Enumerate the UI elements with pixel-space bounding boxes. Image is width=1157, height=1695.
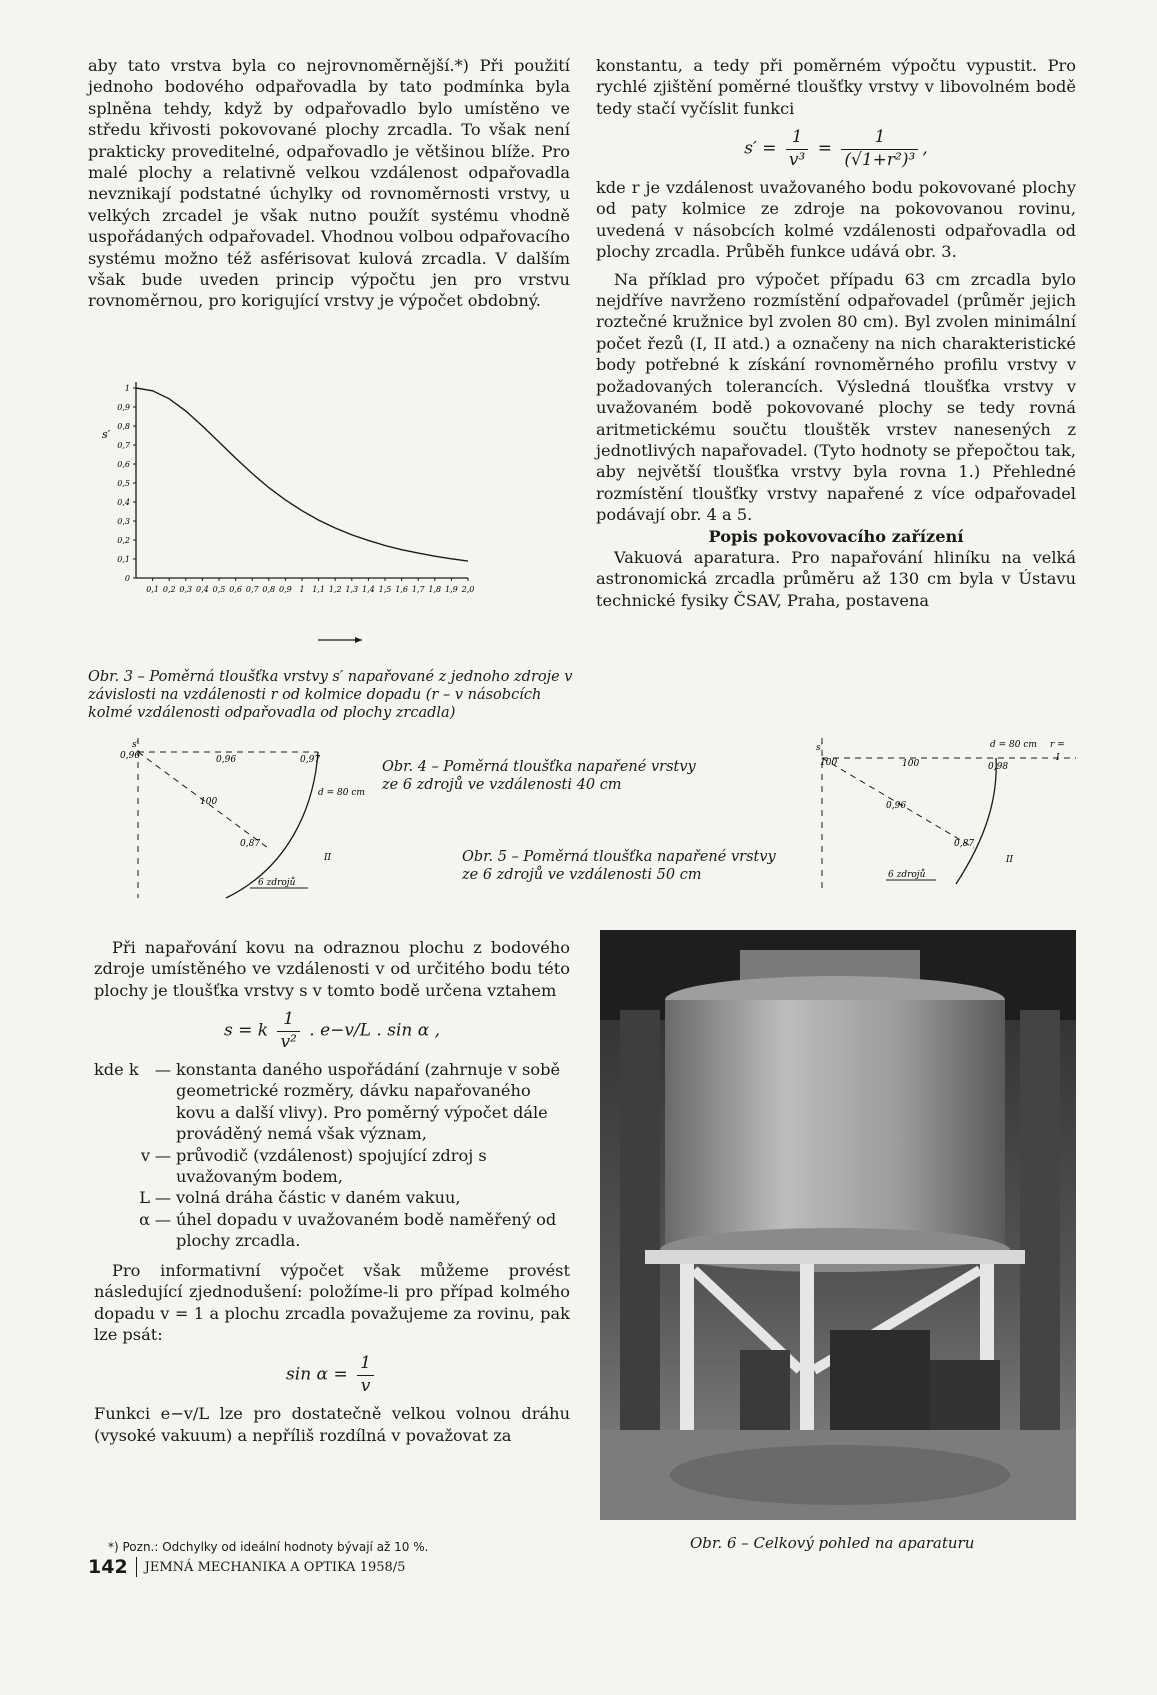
paragraph: Pro informativní výpočet však můžeme provést následující zjednodušení: položíme-li pro případ kolmého dopadu v = 1 a plochu zrcadla považujeme za rovinu, pak lze psát: — [94, 1260, 570, 1344]
x-tick-label: 1,6 — [395, 585, 408, 594]
x-tick-label: 0,8 — [262, 585, 276, 594]
label: 100 — [820, 758, 838, 768]
y-tick-label: 0,6 — [117, 460, 130, 469]
paragraph: Vakuová aparatura. Pro napařování hliníku na velká astronomická zrcadla průměru až 130 cm byla v Ústavu technické fysiky ČSAV, Praha, postavena — [596, 547, 1076, 610]
figure-5-diagram — [806, 738, 1086, 898]
dash: — — [154, 1209, 172, 1229]
x-arrow-head — [355, 637, 362, 643]
x-tick-label: 2,0 — [461, 585, 475, 594]
formula-sin: sin α = $\frac{1}{v}$ — [94, 1353, 570, 1397]
y-tick-label: 0,4 — [117, 498, 130, 507]
figure-4-caption: Obr. 4 – Poměrná tloušťka napařené vrstvy ze 6 zdrojů ve vzdálenosti 40 cm — [382, 759, 696, 793]
stand — [680, 1264, 694, 1454]
label: d = 80 cm — [990, 740, 1037, 750]
y-tick-label: 1 — [124, 384, 130, 393]
left-column-top — [88, 55, 570, 312]
definition-row — [94, 1187, 570, 1208]
dash: — — [154, 1188, 172, 1208]
figure-3-caption: Obr. 3 – Poměrná tloušťka vrstvy s′ napařované z jednoho zdroje v závislosti na vzdálenosti r od kolmice dopadu (r – v násobcích kolmé vzdálenosti odpařovadla od plochy zrcadla) — [88, 669, 573, 721]
y-tick-label: 0 — [124, 574, 130, 583]
page-number: 142 — [88, 1556, 128, 1578]
x-tick-label: 0,5 — [212, 585, 226, 594]
definition-row — [94, 1145, 570, 1188]
x-tick-label: 1 — [299, 585, 305, 594]
label: 6 zdrojů — [258, 878, 296, 888]
x-ticks — [146, 578, 474, 594]
x-tick-label: 1,1 — [312, 585, 325, 594]
curve-series — [136, 388, 468, 561]
label: r = — [1050, 740, 1065, 750]
x-tick-label: 0,7 — [245, 585, 259, 594]
mirror-arc — [226, 752, 321, 898]
label: 0,97 — [300, 755, 321, 765]
label: I — [1056, 753, 1060, 763]
y-tick-label: 0,1 — [117, 555, 130, 564]
y-tick-label: 0,8 — [117, 422, 130, 431]
figure-5-caption: Obr. 5 – Poměrná tloušťka napařené vrstvy ze 6 zdrojů ve vzdálenosti 50 cm — [462, 849, 776, 883]
x-tick-label: 0,4 — [196, 585, 209, 594]
figure-3-chart — [100, 378, 540, 648]
y-axis-label: s′ — [102, 428, 111, 441]
label: II — [324, 853, 332, 863]
y-tick-label: 0,7 — [117, 441, 130, 450]
right-column-top — [596, 55, 1076, 611]
label: II — [1006, 855, 1014, 865]
x-tick-label: 0,9 — [279, 585, 292, 594]
definition-desc: úhel dopadu v uvažovaném bodě naměřený od plochy zrcadla. — [176, 1209, 557, 1251]
mirror-arc — [956, 758, 996, 884]
definition-term: v — [140, 1145, 150, 1165]
paragraph: kde r je vzdálenost uvažovaného bodu pokovované plochy od paty kolmice ze zdroje na pokovovanou rovinu, uvedená v násobcích kolmé vzdálenosti odpařovadla od plochy zrcadla. Průběh funkce udává obr. 3. — [596, 178, 1076, 262]
paragraph: konstantu, a tedy při poměrném výpočtu vypustit. Pro rychlé zjištění poměrné tloušťky vrstvy v libovolném bodě tedy stačí vyčíslit funkci — [596, 56, 1076, 118]
definition-term: α — [139, 1209, 150, 1229]
definition-desc: průvodič (vzdálenost) spojující zdroj s uvažovaným bodem, — [176, 1145, 487, 1187]
x-tick-label: 1,9 — [445, 585, 458, 594]
label: s′ — [132, 740, 139, 750]
left-column-bottom — [94, 937, 570, 1446]
definition-row — [94, 1059, 570, 1145]
y-tick-label: 0,9 — [117, 403, 130, 412]
paragraph: Na příklad pro výpočet případu 63 cm zrcadla bylo nejdříve navrženo rozmístění odpařovadel (průměr jejich roztečné kružnice byl zvolen 80 cm). Byl zvolen minimální počet řezů (I, II atd.) a označeny na nich charakteristické body potřebné k získání rovnoměrného profilu vrstvy v požadovaných tolerancích. Výsledná tloušťka vrstvy v uvažovaném bodě pokovované plochy se tedy rovná aritmetickému součtu tlouštěk vrstev nanesených z jednotlivých napařovadel. (Tyto hodnoty se přepočtou tak, aby největší tloušťka vrstvy byla rovna 1.) Přehledné rozmístění tloušťky vrstvy napařené z více odpařovadel podávají obr. 4 a 5. — [596, 269, 1076, 525]
label: s′ — [816, 743, 823, 753]
dash: — — [154, 1060, 172, 1080]
label: 0,96 — [886, 801, 907, 811]
definition-term: L — [139, 1188, 150, 1208]
label: 0,96 — [120, 751, 141, 761]
label: 100 — [902, 759, 920, 769]
formula-thickness: s = k $\frac{1}{\text{v²}}$ . e−v/L . sin α , — [223, 1009, 441, 1052]
y-tick-label: 0,2 — [117, 536, 130, 545]
definition-term: kde k — [94, 1060, 139, 1080]
footnote: *) Pozn.: Odchylky od ideální hodnoty bývají až 10 %. — [108, 1540, 429, 1554]
x-tick-label: 1,8 — [428, 585, 442, 594]
label: 0,96 — [216, 755, 237, 765]
definition-row — [94, 1209, 570, 1252]
definition-desc: volná dráha částic v daném vakuu, — [176, 1188, 461, 1208]
x-tick-label: 0,2 — [162, 585, 176, 594]
label: 0,87 — [954, 839, 975, 849]
y-tick-label: 0,3 — [117, 517, 130, 526]
label: 6 zdrojů — [888, 870, 926, 880]
definition-list — [94, 1059, 570, 1252]
tank-body — [665, 1000, 1005, 1250]
formula-s-prime: s′ = $\frac{1}{\text{v³}}$ = $\frac{1}{\text{(√1+r²)³}}$ , — [744, 127, 928, 170]
figure-6-caption: Obr. 6 – Celkový pohled na aparaturu — [690, 1534, 975, 1552]
x-tick-label: 0,1 — [146, 585, 159, 594]
figure-6-photo — [600, 930, 1076, 1520]
label: 100 — [200, 797, 218, 807]
figure-4-diagram — [118, 738, 368, 908]
paragraph: Funkci e−v/L lze pro dostatečně velkou volnou dráhu (vysoké vakuum) a nepříliš rozdílná v považovat za — [94, 1404, 570, 1445]
y-ticks — [117, 384, 136, 583]
x-tick-label: 1,7 — [411, 585, 425, 594]
x-tick-label: 0,3 — [179, 585, 193, 594]
label: 0,98 — [988, 762, 1009, 772]
paragraph: aby tato vrstva byla co nejrovnoměrnější.*) Při použití jednoho bodového odpařovadla by tato podmínka byla splněna tehdy, když by odpařovadlo bylo umístěno ve středu křivosti pokovované plochy zrcadla. To však není prakticky proveditelné, odpařovadlo je většinou blíže. Pro malé plochy a relativně velkou vzdálenost odpařovadla nevznikají podstatné úchylky od rovnoměrnosti vrstvy, u velkých zrcadel je však nutno použít systému vhodně uspořádaných odpařovadel. Vhodnou volbou odpařovacího systému možno též asférisovat kulová zrcadla. V dalším však bude uveden princip výpočtu jen pro vrstvu rovnoměrnou, pro korigující vrstvy je výpočet obdobný. — [88, 56, 570, 311]
dash: — — [154, 1145, 172, 1165]
label: 0,87 — [240, 839, 261, 849]
x-tick-label: 1,3 — [345, 585, 359, 594]
paragraph: Při napařování kovu na odraznou plochu z bodového zdroje umístěného ve vzdálenosti v od určitého bodu této plochy je tloušťka vrstvy s v tomto bodě určena vztahem — [94, 938, 570, 1000]
label: d = 80 cm — [318, 788, 365, 798]
x-tick-label: 1,4 — [362, 585, 375, 594]
y-tick-label: 0,5 — [117, 479, 130, 488]
x-tick-label: 0,6 — [229, 585, 242, 594]
x-tick-label: 1,2 — [328, 585, 342, 594]
definition-desc: konstanta daného uspořádání (zahrnuje v sobě geometrické rozměry, dávku napařovaného kovu a další vlivy). Pro poměrný výpočet dále prováděný nemá však význam, — [176, 1060, 561, 1144]
section-heading: Popis pokovovacího zařízení — [708, 526, 964, 546]
page-footer — [88, 1556, 405, 1578]
journal-name: JEMNÁ MECHANIKA A OPTIKA 1958/5 — [144, 1559, 406, 1575]
x-tick-label: 1,5 — [378, 585, 392, 594]
